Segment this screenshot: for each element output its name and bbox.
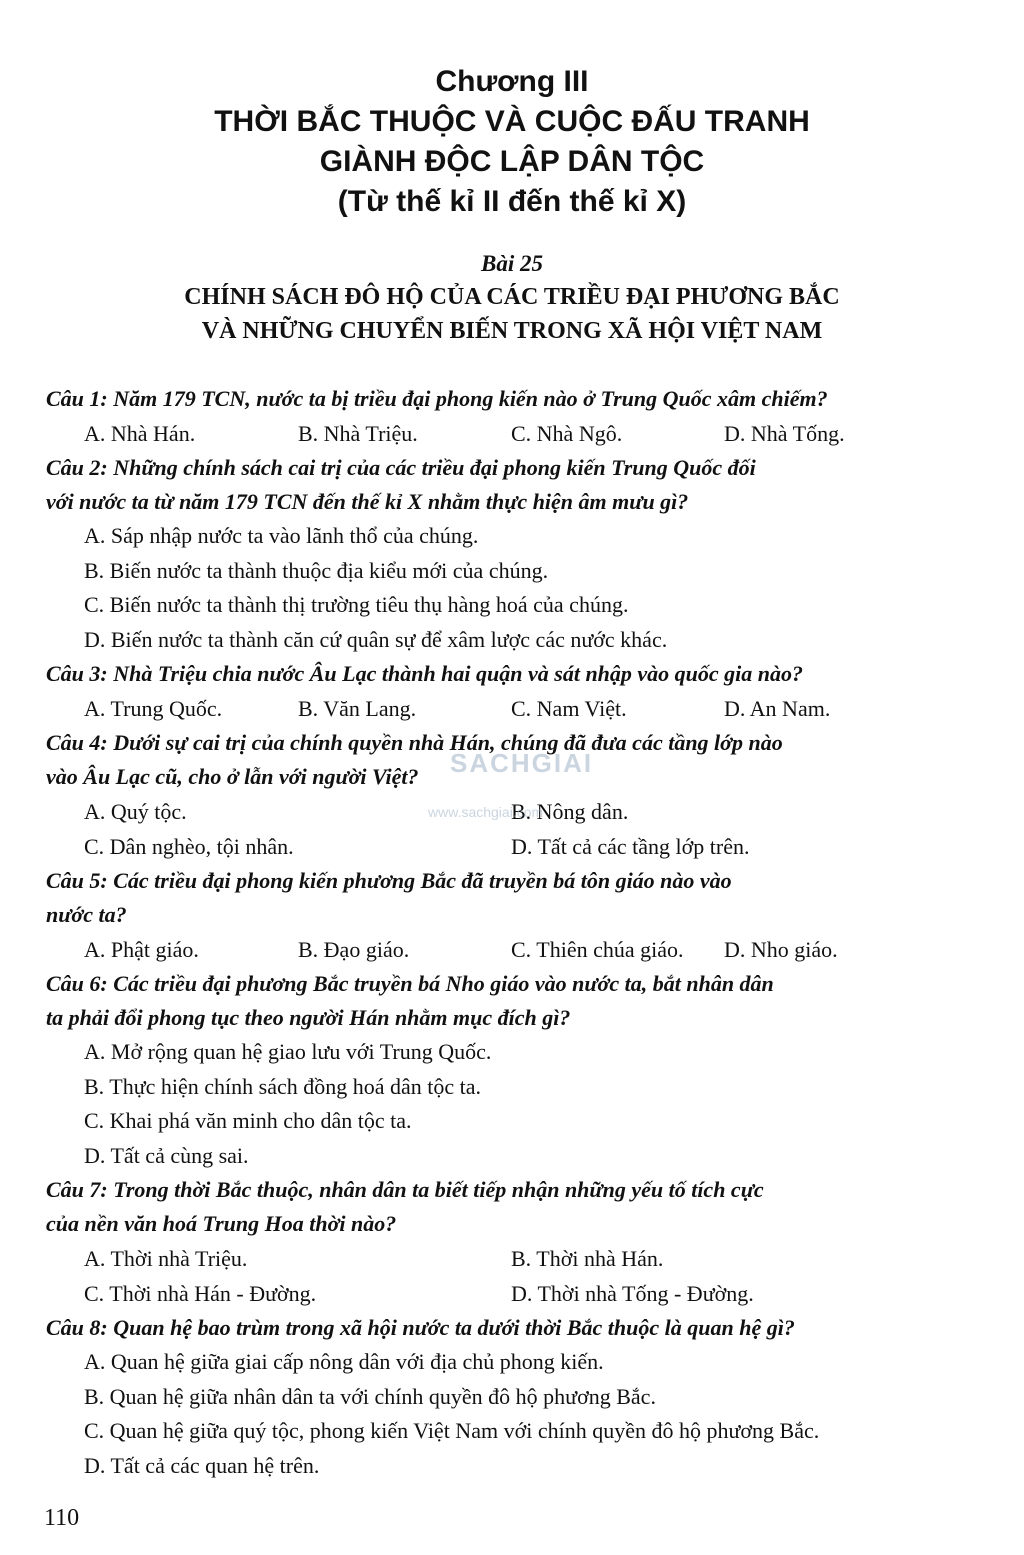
answer-row bbox=[46, 1241, 996, 1276]
answer-row bbox=[46, 829, 996, 864]
question-text: của nền văn hoá Trung Hoa thời nào? bbox=[46, 1211, 397, 1236]
question-text: Câu 4: Dưới sự cai trị của chính quyền nhà Hán, chúng đã đưa các tầng lớp nào bbox=[46, 730, 783, 755]
page-number: 110 bbox=[44, 1505, 80, 1531]
question-text: Câu 2: Những chính sách cai trị của các triều đại phong kiến Trung Quốc đối bbox=[46, 455, 756, 480]
chapter-period: (Từ thế kỉ II đến thế kỉ X) bbox=[337, 185, 687, 218]
answer-option: B. Đạo giáo. bbox=[298, 937, 410, 962]
question-text: Câu 8: Quan hệ bao trùm trong xã hội nước ta dưới thời Bắc thuộc là quan hệ gì? bbox=[46, 1315, 795, 1340]
answer-option: B. Văn Lang. bbox=[298, 696, 417, 721]
question-text: với nước ta từ năm 179 TCN đến thế kỉ X nhằm thực hiện âm mưu gì? bbox=[46, 489, 689, 514]
answer-option: B. Nông dân. bbox=[511, 799, 629, 824]
question-block bbox=[46, 864, 996, 967]
answer-option: C. Dân nghèo, tội nhân. bbox=[84, 834, 294, 859]
answer-option: C. Khai phá văn minh cho dân tộc ta. bbox=[84, 1108, 412, 1133]
question-block bbox=[46, 1173, 996, 1311]
answer-option: B. Biến nước ta thành thuộc địa kiểu mới của chúng. bbox=[84, 557, 549, 583]
question-text: Câu 6: Các triều đại phương Bắc truyền bá Nho giáo vào nước ta, bắt nhân dân bbox=[46, 971, 774, 996]
chapter-title-line-1: THỜI BẮC THUỘC VÀ CUỘC ĐẤU TRANH bbox=[214, 105, 810, 138]
answer-option: C. Nam Việt. bbox=[511, 696, 627, 721]
question-block bbox=[46, 657, 996, 726]
answer-option: A. Trung Quốc. bbox=[84, 696, 223, 721]
question-block bbox=[46, 726, 996, 864]
question-text: Câu 1: Năm 179 TCN, nước ta bị triều đại phong kiến nào ở Trung Quốc xâm chiếm? bbox=[46, 386, 828, 411]
answer-option: A. Quý tộc. bbox=[84, 799, 187, 824]
question-text: Câu 3: Nhà Triệu chia nước Âu Lạc thành hai quận và sát nhập vào quốc gia nào? bbox=[46, 661, 804, 686]
answer-option: C. Biến nước ta thành thị trường tiêu thụ hàng hoá của chúng. bbox=[84, 592, 629, 617]
answer-option: D. Biến nước ta thành căn cứ quân sự để xâm lược các nước khác. bbox=[84, 626, 668, 652]
answer-option: B. Nhà Triệu. bbox=[298, 421, 418, 446]
watermark-logo: SACHGIAI bbox=[450, 748, 594, 778]
question-block bbox=[46, 967, 996, 1173]
answer-option: C. Thời nhà Hán - Đường. bbox=[84, 1281, 317, 1306]
answer-option: D. Nho giáo. bbox=[724, 937, 838, 962]
answer-option: D. Thời nhà Tống - Đường. bbox=[511, 1281, 754, 1306]
chapter-number: Chương III bbox=[435, 65, 589, 98]
watermark-url: www.sachgiai.com bbox=[428, 804, 544, 820]
question-block bbox=[46, 1311, 996, 1483]
answer-option: D. Tất cả cùng sai. bbox=[84, 1142, 249, 1168]
answer-option: D. An Nam. bbox=[724, 696, 831, 721]
question-text: vào Âu Lạc cũ, cho ở lẫn với người Việt? bbox=[46, 764, 419, 789]
answer-option: B. Thời nhà Hán. bbox=[511, 1246, 664, 1271]
answer-option: A. Thời nhà Triệu. bbox=[84, 1246, 248, 1271]
answer-option: B. Quan hệ giữa nhân dân ta với chính quyền đô hộ phương Bắc. bbox=[84, 1383, 656, 1409]
question-text: Câu 5: Các triều đại phong kiến phương Bắc đã truyền bá tôn giáo nào vào bbox=[46, 868, 732, 893]
answer-row bbox=[46, 932, 996, 967]
answer-option: C. Thiên chúa giáo. bbox=[511, 937, 684, 962]
answer-option: B. Thực hiện chính sách đồng hoá dân tộc ta. bbox=[84, 1073, 482, 1099]
answer-row bbox=[46, 691, 996, 726]
answer-option: C. Nhà Ngô. bbox=[511, 421, 623, 446]
answer-option: A. Sáp nhập nước ta vào lãnh thổ của chúng. bbox=[84, 523, 479, 548]
answer-option: D. Tất cả các quan hệ trên. bbox=[84, 1452, 320, 1478]
lesson-title-line-1: CHÍNH SÁCH ĐÔ HỘ CỦA CÁC TRIỀU ĐẠI PHƯƠNG BẮC bbox=[184, 284, 840, 310]
answer-option: A. Quan hệ giữa giai cấp nông dân với địa chủ phong kiến. bbox=[84, 1349, 604, 1374]
question-block bbox=[46, 382, 996, 451]
answer-option: A. Mở rộng quan hệ giao lưu với Trung Quốc. bbox=[84, 1039, 492, 1064]
chapter-heading bbox=[0, 62, 1024, 222]
lesson-title-line-2: VÀ NHỮNG CHUYỂN BIẾN TRONG XÃ HỘI VIỆT NAM bbox=[201, 318, 823, 344]
answer-option: D. Nhà Tống. bbox=[724, 421, 845, 446]
question-list bbox=[46, 382, 996, 1483]
question-block bbox=[46, 451, 996, 657]
lesson-number: Bài 25 bbox=[481, 251, 543, 276]
question-text: nước ta? bbox=[46, 902, 127, 927]
answer-option: C. Quan hệ giữa quý tộc, phong kiến Việt Nam với chính quyền đô hộ phương Bắc. bbox=[84, 1418, 820, 1443]
lesson-heading bbox=[0, 248, 1024, 348]
answer-row bbox=[46, 416, 996, 451]
question-text: Câu 7: Trong thời Bắc thuộc, nhân dân ta biết tiếp nhận những yếu tố tích cực bbox=[46, 1177, 764, 1202]
question-text: ta phải đổi phong tục theo người Hán nhằm mục đích gì? bbox=[46, 1005, 571, 1030]
answer-option: D. Tất cả các tầng lớp trên. bbox=[511, 834, 750, 859]
chapter-title-line-2: GIÀNH ĐỘC LẬP DÂN TỘC bbox=[319, 145, 705, 178]
answer-option: A. Nhà Hán. bbox=[84, 421, 196, 446]
answer-row bbox=[46, 1276, 996, 1311]
answer-option: A. Phật giáo. bbox=[84, 937, 199, 962]
